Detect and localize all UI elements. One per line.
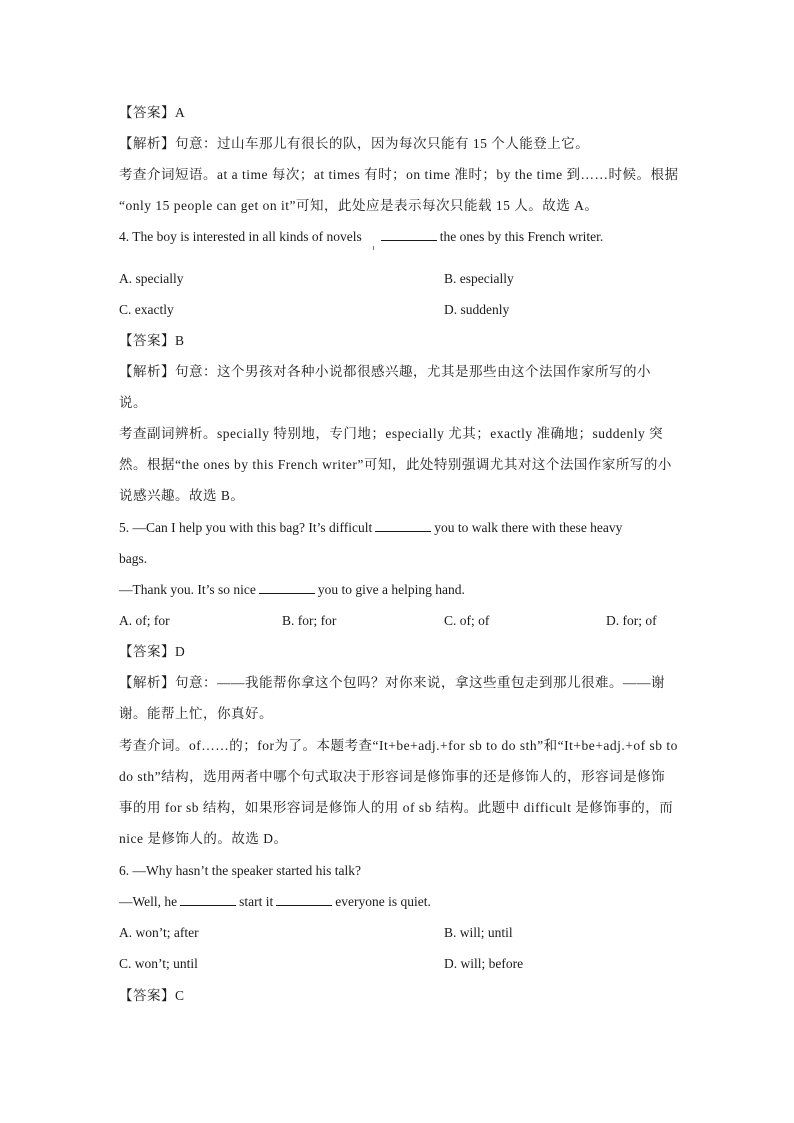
q4-analysis-line: 说。 <box>119 395 147 410</box>
q5-option-d: D. for; of <box>606 613 657 628</box>
q6-answer: 【答案】C <box>119 988 185 1003</box>
q5-option-a: A. of; for <box>119 613 170 628</box>
q4-option-a: A. specially <box>119 271 184 286</box>
q4-option-d: D. suddenly <box>444 302 510 317</box>
q6-stem <box>119 892 431 912</box>
answer-blank <box>375 519 431 532</box>
q5-analysis-line: 【解析】句意：——我能帮你拿这个包吗？对你来说，拿这些重包走到那儿很难。——谢 <box>119 675 665 690</box>
q3-answer: 【答案】A <box>119 105 186 120</box>
q5-option-c: C. of; of <box>444 613 490 628</box>
q6-stem-part: start it <box>239 894 274 909</box>
q5-answer: 【答案】D <box>119 644 186 659</box>
q5-stem-part: you to walk there with these heavy <box>434 520 623 535</box>
q4-analysis-line: 【解析】句意：这个男孩对各种小说都很感兴趣，尤其是那些由这个法国作家所写的小 <box>119 364 651 379</box>
q4-option-b: B. especially <box>444 271 514 286</box>
q5-option-b: B. for; for <box>282 613 337 628</box>
q5-stem-part: you to give a helping hand. <box>317 582 465 597</box>
answer-blank <box>276 893 332 906</box>
q5-stem-part: 5. —Can I help you with this bag? It’s difficult <box>119 520 373 535</box>
q4-stem-part: the ones by this French writer. <box>439 229 604 244</box>
q5-stem <box>119 580 465 600</box>
q4-analysis-line: 说感兴趣。故选 B。 <box>119 488 245 503</box>
q5-stem <box>119 518 622 538</box>
q6-stem: 6. —Why hasn’t the speaker started his talk? <box>119 863 361 878</box>
q4-stem <box>119 227 603 247</box>
q6-option-c: C. won’t; until <box>119 956 198 971</box>
q6-option-b: B. will; until <box>444 925 513 940</box>
q5-analysis-line: 事的用 for sb 结构，如果形容词是修饰人的用 of sb 结构。此题中 difficult 是修饰事的，而 <box>119 800 674 815</box>
answer-blank <box>381 228 437 241</box>
q6-option-d: D. will; before <box>444 956 524 971</box>
q3-analysis-line: 【解析】句意：过山车那儿有很长的队，因为每次只能有 15 个人能登上它。 <box>119 136 590 151</box>
stray-mark <box>373 246 374 250</box>
q4-analysis-line: 考查副词辨析。specially 特别地，专门地；especially 尤其；exactly 准确地；suddenly 突 <box>119 426 664 441</box>
q5-stem-part: —Thank you. It’s so nice <box>119 582 256 597</box>
q4-stem-part: 4. The boy is interested in all kinds of novels <box>119 229 362 244</box>
answer-blank <box>259 581 315 594</box>
q6-stem-part: —Well, he <box>119 894 178 909</box>
q5-analysis-line: 谢。能帮上忙，你真好。 <box>119 706 273 721</box>
q4-option-c: C. exactly <box>119 302 174 317</box>
q6-option-a: A. won’t; after <box>119 925 199 940</box>
q3-analysis-line: 考查介词短语。at a time 每次；at times 有时；on time 准时；by the time 到……时候。根据 <box>119 167 679 182</box>
q3-analysis-line: “only 15 people can get on it”可知，此处应是表示每次只能载 15 人。故选 A。 <box>119 198 599 213</box>
q4-analysis-line: 然。根据“the ones by this French writer”可知，此处特别强调尤其对这个法国作家所写的小 <box>119 457 672 472</box>
q5-analysis-line: nice 是修饰人的。故选 D。 <box>119 831 288 846</box>
q4-answer: 【答案】B <box>119 333 185 348</box>
q6-stem-part: everyone is quiet. <box>335 894 431 909</box>
answer-blank <box>180 893 236 906</box>
q5-stem: bags. <box>119 551 148 566</box>
q5-analysis-line: 考查介词。of……的；for为了。本题考查“It+be+adj.+for sb to do sth”和“It+be+adj.+of sb to <box>119 738 678 753</box>
q5-analysis-line: do sth”结构，选用两者中哪个句式取决于形容词是修饰事的还是修饰人的，形容词是修饰 <box>119 769 666 784</box>
